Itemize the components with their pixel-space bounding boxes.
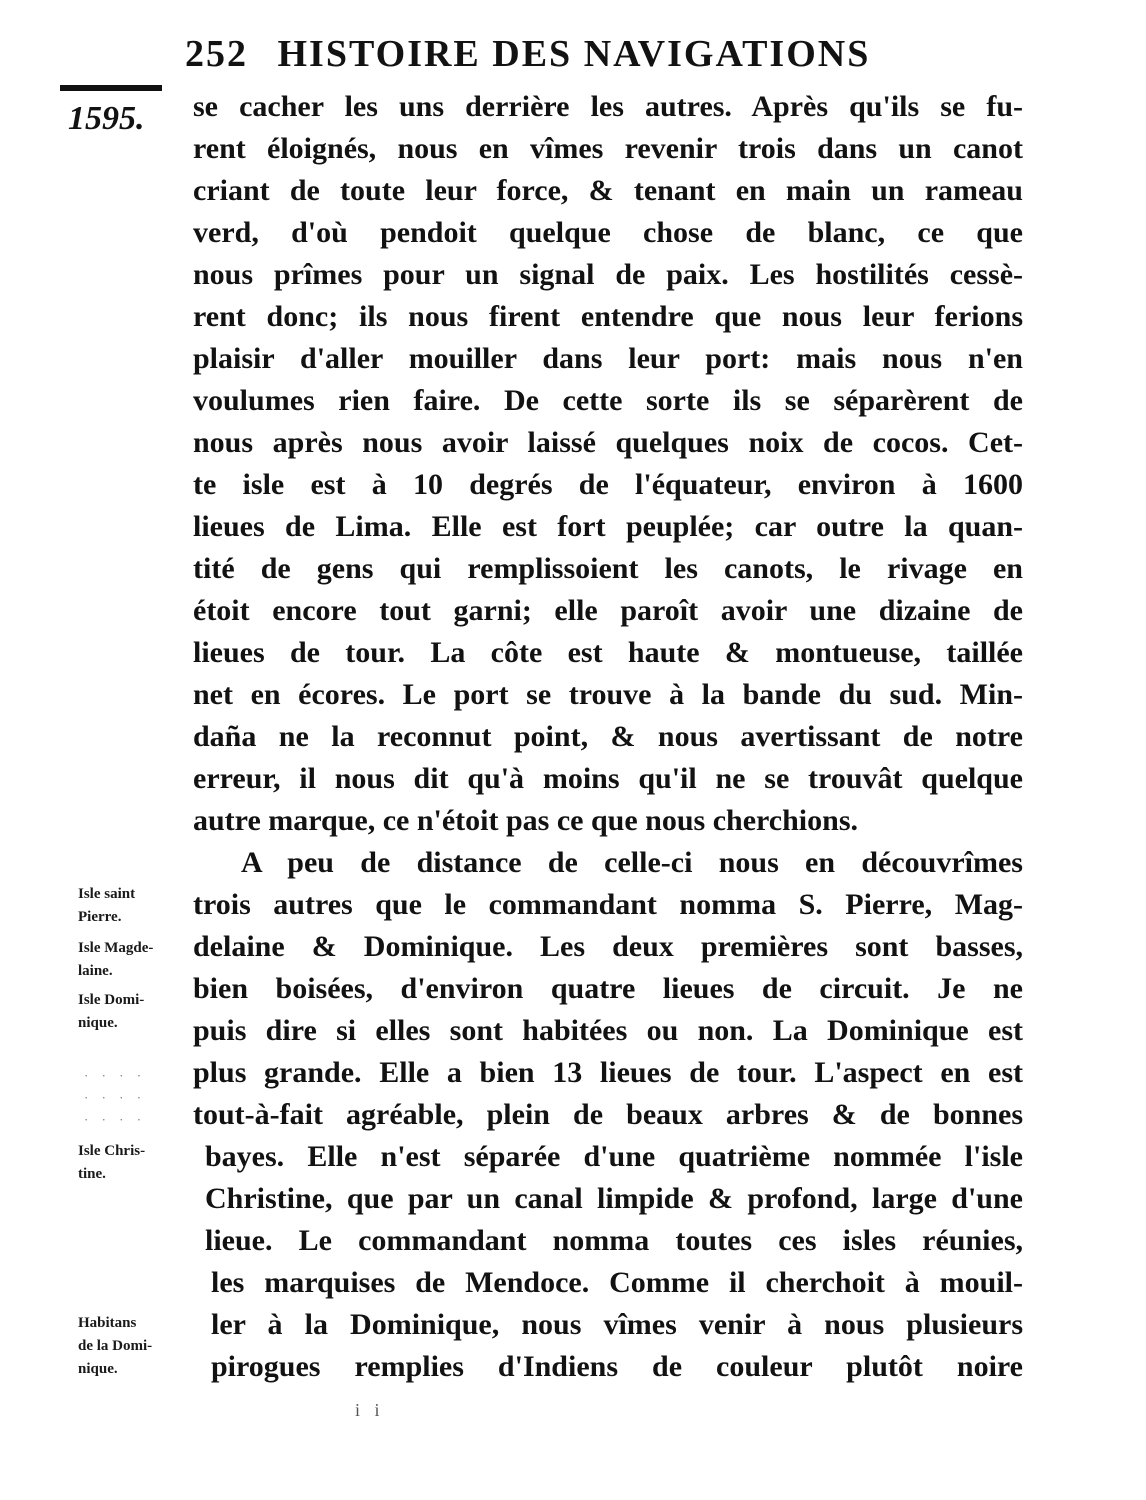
margin-note-line: nique. (78, 1361, 118, 1377)
text-line: te isle est à 10 degrés de l'équateur, environ à 1600 (193, 468, 1023, 501)
margin-note-line: Pierre. (78, 909, 122, 925)
margin-note-isle-saint-pierre (78, 883, 196, 929)
text-line: tout-à-fait agréable, plein de beaux arbres & de bonnes (193, 1098, 1023, 1131)
text-line: lieues de tour. La côte est haute & montueuse, taillée (193, 636, 1023, 669)
text-line: daña ne la reconnut point, & nous avertissant de notre (193, 720, 1023, 753)
margin-year: 1595. (68, 100, 145, 137)
margin-note-line: Isle Chris- (78, 1143, 146, 1159)
margin-smudge: · · · · · · · · · · · · (84, 1068, 147, 1127)
text-line: pirogues remplies d'Indiens de couleur plutôt noire (211, 1350, 1023, 1383)
text-line: criant de toute leur force, & tenant en main un rameau (193, 174, 1023, 207)
margin-note-line: Habitans (78, 1315, 137, 1331)
paragraph-first-line: A peu de distance de celle-ci nous en découvrîmes (241, 846, 1023, 879)
text-line: puis dire si elles sont habitées ou non. La Dominique est (193, 1014, 1023, 1047)
margin-note-line: Isle Domi- (78, 992, 145, 1008)
margin-note-habitans-dominique (78, 1312, 196, 1381)
running-header (185, 32, 905, 76)
text-line: étoit encore tout garni; elle paroît avoir une dizaine de (193, 594, 1023, 627)
margin-note-line: laine. (78, 963, 113, 979)
text-line: bayes. Elle n'est séparée d'une quatrième nommée l'isle (205, 1140, 1023, 1173)
text-line: nous après nous avoir laissé quelques noix de cocos. Cet- (193, 426, 1023, 459)
margin-note-isle-magdelaine (78, 937, 196, 983)
margin-note-line: Isle saint (78, 886, 136, 902)
text-line: rent éloignés, nous en vîmes revenir trois dans un canot (193, 132, 1023, 165)
margin-note-line: Isle Magde- (78, 940, 154, 956)
text-line: rent donc; ils nous firent entendre que nous leur ferions (193, 300, 1023, 333)
text-line: trois autres que le commandant nomma S. Pierre, Mag- (193, 888, 1023, 921)
text-line: net en écores. Le port se trouve à la bande du sud. Min- (193, 678, 1023, 711)
page-number: 252 (185, 33, 248, 75)
margin-note-line: nique. (78, 1015, 118, 1031)
margin-note-isle-dominique (78, 989, 196, 1035)
text-line: plus grande. Elle a bien 13 lieues de tour. L'aspect en est (193, 1056, 1023, 1089)
margin-note-line: de la Domi- (78, 1338, 153, 1354)
text-line: ler à la Dominique, nous vîmes venir à nous plusieurs (211, 1308, 1023, 1341)
margin-rule (60, 85, 162, 91)
text-line: erreur, il nous dit qu'à moins qu'il ne se trouvât quelque (193, 762, 1023, 795)
text-line: plaisir d'aller mouiller dans leur port: mais nous n'en (193, 342, 1023, 375)
text-line: lieues de Lima. Elle est fort peuplée; car outre la quan- (193, 510, 1023, 543)
margin-note-isle-christine (78, 1140, 196, 1186)
text-line: lieue. Le commandant nomma toutes ces isles réunies, (205, 1224, 1023, 1257)
running-title: HISTOIRE DES NAVIGATIONS (277, 33, 871, 75)
text-line: tité de gens qui remplissoient les canots, le rivage en (193, 552, 1023, 585)
margin-note-line: tine. (78, 1166, 106, 1182)
text-line: Christine, que par un canal limpide & profond, large d'une (205, 1182, 1023, 1215)
text-line: voulumes rien faire. De cette sorte ils se séparèrent de (193, 384, 1023, 417)
text-line: verd, d'où pendoit quelque chose de blanc, ce que (193, 216, 1023, 249)
text-line: se cacher les uns derrière les autres. Après qu'ils se fu- (193, 90, 1023, 123)
body-text (193, 86, 1023, 1388)
footer-mark: i i (355, 1400, 385, 1420)
text-line: bien boisées, d'environ quatre lieues de circuit. Je ne (193, 972, 1023, 1005)
text-line: delaine & Dominique. Les deux premières sont basses, (193, 930, 1023, 963)
text-line: les marquises de Mendoce. Comme il cherchoit à mouil- (211, 1266, 1023, 1299)
text-line: autre marque, ce n'étoit pas ce que nous cherchions. (193, 804, 858, 837)
text-line: nous prîmes pour un signal de paix. Les hostilités cessè- (193, 258, 1023, 291)
